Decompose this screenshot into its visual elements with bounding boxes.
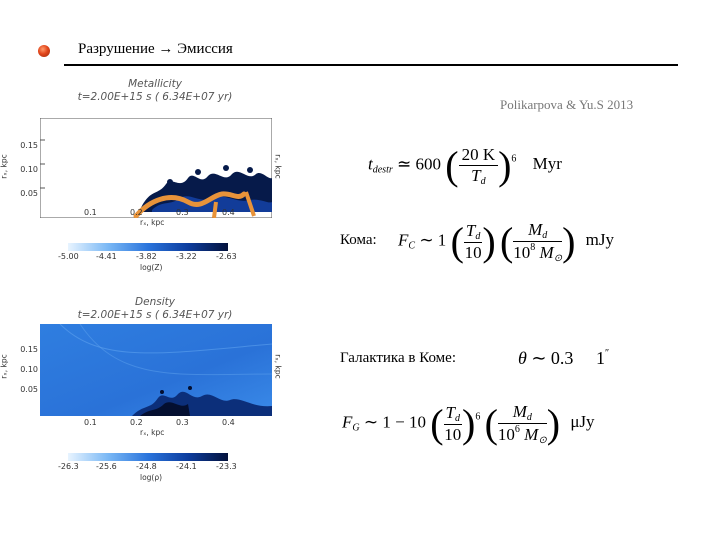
x-tick: 0.1: [84, 418, 97, 427]
x-tick: 0.3: [176, 418, 189, 427]
sym: F: [398, 230, 409, 250]
y-axis-label: rₓ, kpc: [0, 354, 9, 379]
sub: d: [475, 230, 481, 242]
sub: d: [455, 412, 461, 424]
sym: T: [465, 220, 476, 240]
bullet-icon: [38, 45, 50, 57]
title-underline: [64, 64, 678, 66]
denominator: 10: [497, 424, 515, 444]
sub: destr: [372, 164, 393, 176]
denominator: 10: [464, 242, 482, 262]
sub: ⊙: [538, 434, 547, 446]
arcsec-mark: ″: [604, 348, 610, 359]
metallicity-plot: [0, 78, 300, 278]
sym: M: [528, 219, 543, 239]
colorbar-tick: -25.6: [96, 462, 117, 471]
unit: Myr: [532, 154, 562, 174]
sub: d: [480, 175, 486, 187]
denominator: 10: [513, 242, 531, 262]
x-tick: 0.3: [176, 208, 189, 217]
y-axis-label-right: rₓ, kpc: [273, 354, 283, 379]
x-tick: 0.2: [130, 418, 143, 427]
title-part2: Эмиссия: [177, 41, 233, 57]
colorbar-tick: -4.41: [96, 252, 117, 261]
unit: mJy: [585, 230, 614, 250]
coma-label: Кома:: [340, 232, 377, 248]
density-map: [40, 324, 272, 416]
x-tick: 0.4: [222, 208, 235, 217]
sym: θ: [518, 348, 527, 368]
colorbar-tick: -5.00: [58, 252, 79, 261]
sub: G: [352, 422, 360, 434]
y-tick: 0.05: [20, 385, 38, 394]
approx: ∼ 1 − 10: [363, 412, 426, 432]
x-tick: 0.2: [130, 208, 143, 217]
y-axis-label: rₓ, kpc: [0, 154, 9, 179]
sym: M: [524, 424, 539, 444]
x-axis-label: rₓ, kpc: [140, 218, 165, 227]
colorbar-tick: -23.3: [216, 462, 237, 471]
power: 6: [511, 153, 517, 165]
plot-time: t=2.00E+15 s ( 6.34E+07 yr): [77, 91, 233, 103]
colorbar-tick: -3.22: [176, 252, 197, 261]
colorbar-tick: -3.82: [136, 252, 157, 261]
sym: T: [471, 165, 481, 185]
colorbar-tick: -2.63: [216, 252, 237, 261]
sym: T: [445, 402, 456, 422]
sym: F: [342, 412, 353, 432]
sym: M: [512, 401, 527, 421]
plot-title: Density: [135, 296, 175, 308]
unit: μJy: [570, 412, 595, 432]
y-tick: 0.10: [20, 365, 38, 374]
x-tick: 0.4: [222, 418, 235, 427]
y-tick: 0.15: [20, 345, 38, 354]
plot-time: t=2.00E+15 s ( 6.34E+07 yr): [77, 309, 233, 321]
galaxy-label: Галактика в Коме:: [340, 350, 456, 366]
y-tick: 0.05: [20, 189, 38, 198]
sub: C: [408, 240, 416, 252]
x-tick: 0.1: [84, 208, 97, 217]
fc-formula: $F_C$ ∼ 1 ( $\frac{T_d}{10}$ ) ( $\frac{M_d}{10^8 M_⊙}$ ) mJy: [398, 219, 614, 264]
y-tick: 0.15: [20, 141, 38, 150]
sub: d: [542, 229, 548, 241]
approx: ∼ 0.3: [531, 348, 574, 368]
colorbar-label: log(ρ): [140, 473, 163, 482]
numerator: 20 K: [459, 145, 499, 166]
power: 6: [514, 423, 520, 435]
approx: ≃ 600: [396, 154, 441, 174]
arrow-icon: →: [158, 41, 174, 57]
value: 1: [595, 348, 605, 368]
sym: M: [539, 242, 554, 262]
colorbar-tick: -24.8: [136, 462, 157, 471]
title-part1: Разрушение: [78, 41, 155, 57]
denominator: 10: [444, 424, 462, 444]
density-plot: [0, 296, 300, 496]
fg-formula: $F_G$ ∼ 1 − 10 ( $\frac{T_d}{10}$ )$^6$ ( $\frac{M_d}{10^6 M_⊙}$ ) μJy: [342, 401, 595, 446]
theta-formula: [518, 348, 609, 369]
colorbar-tick: -26.3: [58, 462, 79, 471]
y-tick: 0.10: [20, 165, 38, 174]
y-axis-label-right: rₓ, kpc: [273, 154, 283, 179]
colorbar: [68, 453, 228, 461]
colorbar: [68, 243, 228, 251]
power: 6: [475, 411, 481, 423]
slide-title: [78, 41, 233, 58]
approx: ∼ 1: [419, 230, 447, 250]
x-axis-label: rₓ, kpc: [140, 428, 165, 437]
plot-title: Metallicity: [128, 78, 182, 90]
tdestr-formula: $t_{destr}$ ≃ 600 ( $\frac{20 K}{T_d}$ )$^6$ Myr: [368, 143, 562, 188]
metallicity-map: [40, 118, 272, 218]
sub: d: [526, 411, 532, 423]
power: 8: [530, 241, 536, 253]
colorbar-tick: -24.1: [176, 462, 197, 471]
credit-text: Polikarpova & Yu.S 2013: [500, 97, 634, 112]
sub: ⊙: [553, 252, 563, 264]
colorbar-label: log(Z): [140, 263, 163, 272]
sym: t: [368, 154, 373, 174]
